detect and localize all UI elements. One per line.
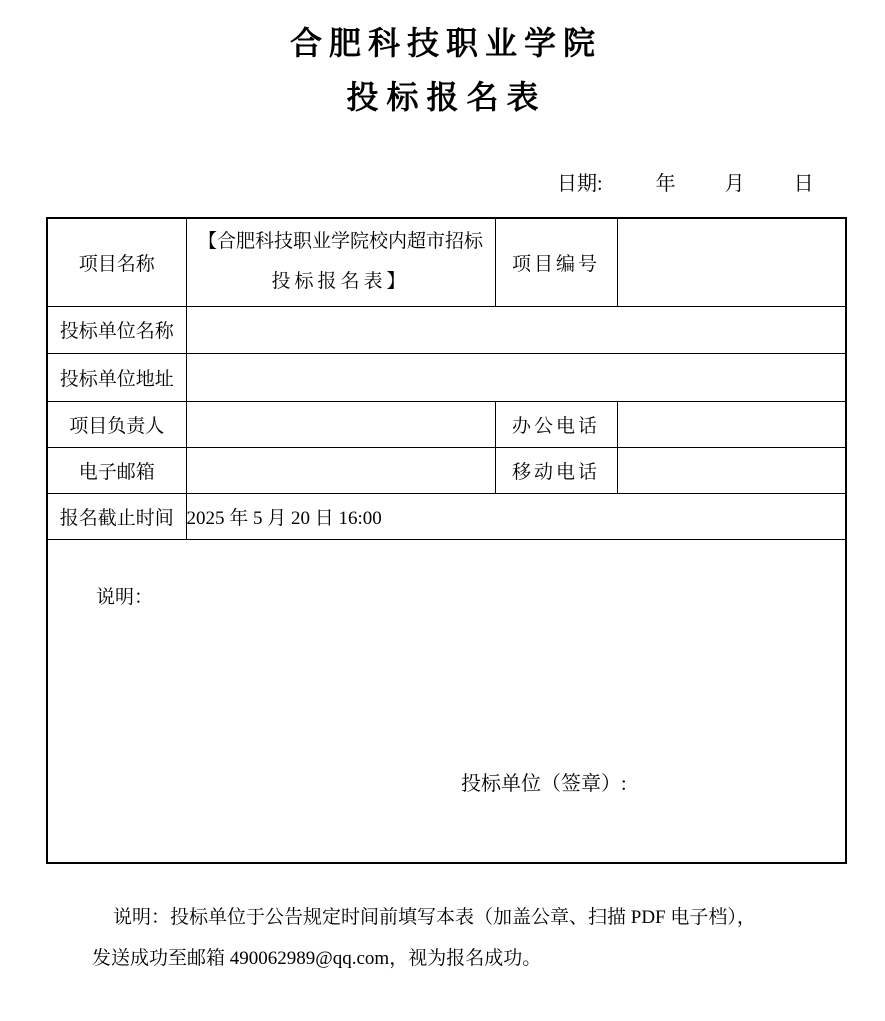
project-number-label: 项目编号 bbox=[495, 218, 617, 306]
date-line bbox=[557, 171, 814, 197]
project-name-value-line1: 【合肥科技职业学院校内超市招标 bbox=[197, 231, 483, 253]
project-name-value-line2: 投标报名表】 bbox=[271, 271, 410, 293]
footer-note-line1: 说明：投标单位于公告规定时间前填写本表（加盖公章、扫描 PDF 电子档）， bbox=[113, 907, 756, 928]
title-line-2: 投标报名表 bbox=[346, 79, 547, 115]
footer-note bbox=[0, 903, 885, 974]
notes-area[interactable] bbox=[47, 539, 846, 863]
title-line-1: 合肥科技职业学院 bbox=[289, 25, 602, 61]
project-manager-field[interactable] bbox=[186, 401, 495, 447]
email-field[interactable] bbox=[186, 447, 495, 493]
mobile-phone-field[interactable] bbox=[617, 447, 846, 493]
bidder-name-label: 投标单位名称 bbox=[47, 306, 186, 353]
document-title bbox=[0, 22, 885, 118]
registration-form-table bbox=[46, 217, 847, 864]
email-label: 电子邮箱 bbox=[47, 447, 186, 493]
notes-label: 说明： bbox=[96, 586, 154, 608]
office-phone-label: 办公电话 bbox=[495, 401, 617, 447]
date-year-label: 年 bbox=[655, 173, 676, 195]
deadline-label: 报名截止时间 bbox=[47, 493, 186, 539]
date-day-label: 日 bbox=[793, 173, 814, 195]
project-number-field[interactable] bbox=[617, 218, 846, 306]
mobile-phone-label: 移动电话 bbox=[495, 447, 617, 493]
bidder-address-field[interactable] bbox=[186, 353, 846, 401]
date-label: 日期: bbox=[557, 173, 603, 195]
bidder-address-label: 投标单位地址 bbox=[47, 353, 186, 401]
deadline-value: 2025 年 5 月 20 日 16:00 bbox=[186, 493, 846, 539]
project-name-value bbox=[186, 218, 495, 306]
project-manager-label: 项目负责人 bbox=[47, 401, 186, 447]
bidder-name-field[interactable] bbox=[186, 306, 846, 353]
project-name-label: 项目名称 bbox=[47, 218, 186, 306]
office-phone-field[interactable] bbox=[617, 401, 846, 447]
date-month-label: 月 bbox=[724, 173, 745, 195]
signature-label: 投标单位（签章）: bbox=[461, 772, 627, 795]
footer-note-line2: 发送成功至邮箱 490062989@qq.com，视为报名成功。 bbox=[92, 948, 542, 969]
